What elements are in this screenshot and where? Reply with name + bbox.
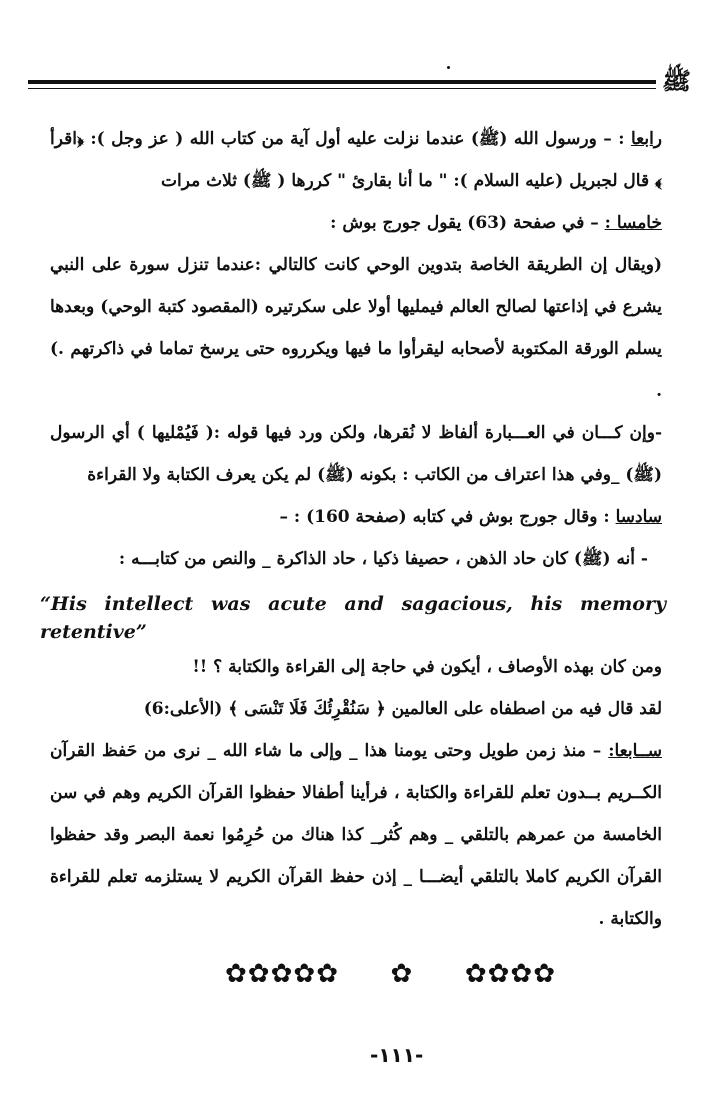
paragraph-sixth — [50, 496, 662, 538]
english-quote-line: “His intellect was acute and sagacious, his memory — [40, 593, 666, 615]
header-dot — [447, 66, 450, 69]
flower-ornament-icon: ✿ — [487, 959, 510, 989]
question-paragraph: ومن كان بهذه الأوصاف ، أيكون في حاجة إلى القراءة والكتابة ؟ !! — [192, 657, 662, 677]
verse-paragraph: لقد قال فيه من اصطفاه على العالمين ﴿ سَنُقْرِئُكَ فَلَا تَنْسَى ﴾ (الأعلى:6) — [143, 699, 662, 719]
paragraph-label: خامسا : — [604, 213, 662, 233]
ornament-divider — [225, 958, 555, 990]
paragraph-text: : وقال جورج بوش في كتابه (صفحة 160) : – — [279, 507, 616, 527]
paragraph-fourth — [50, 118, 662, 202]
ornament-group-middle — [391, 959, 413, 989]
flower-ornament-icon: ✿ — [464, 959, 487, 989]
paragraph-text: – في صفحة (63) يقول جورج بوش : — [330, 213, 605, 233]
ornament-group-left — [225, 959, 338, 989]
flower-ornament-icon: ✿ — [293, 959, 316, 989]
page-number: -١١١- — [370, 1043, 424, 1067]
paragraph-text: – منذ زمن طويل وحتى يومنا هذا _ وإلى ما شاء الله _ نرى من حَفظ القرآن الكــريم بــدون تعلم للقراءة والكتابة ، فرأينا أطفالا حفظوا القرآن الكريم وهم في سن الخامسة من عمرهم بالتلقي _ وهم كُثر_ كذا هناك من حُرِمُوا نعمة البصر وقد حفظوا القرآن الكريم كاملا بالتلقي أيضـــا _ إذن حفظ القرآن الكريم لا يستلزمه تعلم للقراءة والكتابة . — [50, 741, 662, 929]
page-body — [40, 118, 666, 940]
commentary-paragraph: -وإن كـــان في العـــبارة ألفاظ لا نُقرها، ولكن ورد فيها قوله :( فَيُمْليها ) أي الرسول (ﷺ) _وفي هذا اعتراف من الكاتب : بكونه (ﷺ) لم يكن يعرف الكتابة ولا القراءة — [50, 423, 662, 485]
paragraph-seventh — [50, 730, 662, 940]
flower-ornament-icon: ✿ — [316, 959, 338, 989]
paragraph-label: ســابعا: — [608, 741, 662, 761]
bullet-paragraph: - أنه (ﷺ) كان حاد الذهن ، حصيفا ذكيا ، حاد الذاكرة _ والنص من كتابـــه : — [118, 549, 648, 569]
flower-ornament-icon: ✿ — [270, 959, 293, 989]
flower-ornament-icon: ✿ — [225, 959, 247, 989]
flower-ornament-icon: ✿ — [247, 959, 270, 989]
paragraph-label: سادسا — [615, 507, 662, 527]
paragraph-fifth — [50, 202, 662, 244]
paragraph-label: رابعا — [630, 129, 662, 149]
english-quote — [40, 590, 666, 646]
paragraph-text: : – ورسول الله (ﷺ) عندما نزلت عليه أول آية من كتاب الله ( عز وجل ): ﴿اقرأ ﴾ قال لجبريل (عليه السلام ): " ما أنا بقارئ " كررها ( ﷺ) ثلاث مرات — [50, 129, 662, 191]
flower-ornament-icon: ✿ — [510, 959, 533, 989]
quoted-paragraph: (ويقال إن الطريقة الخاصة بتدوين الوحي كانت كالتالي :عندما تنزل سورة على النبي يشرع في إذاعتها لصالح العالم فيمليها أولا على سكرتيره (المقصود كتبة الوحي) وبعدها يسلم الورقة المكتوبة لأصحابه ليقرأوا ما فيها ويكرروه حتى يرسخ تماما في ذاكرتهم .) . — [50, 255, 662, 401]
flower-ornament-icon: ✿ — [390, 959, 413, 989]
calligraphy-salawat-icon: ﷺ — [662, 66, 691, 95]
flower-ornament-icon: ✿ — [533, 959, 555, 989]
english-quote-line: retentive” — [40, 621, 147, 643]
ornament-group-right — [465, 959, 555, 989]
header-rule — [28, 80, 656, 89]
